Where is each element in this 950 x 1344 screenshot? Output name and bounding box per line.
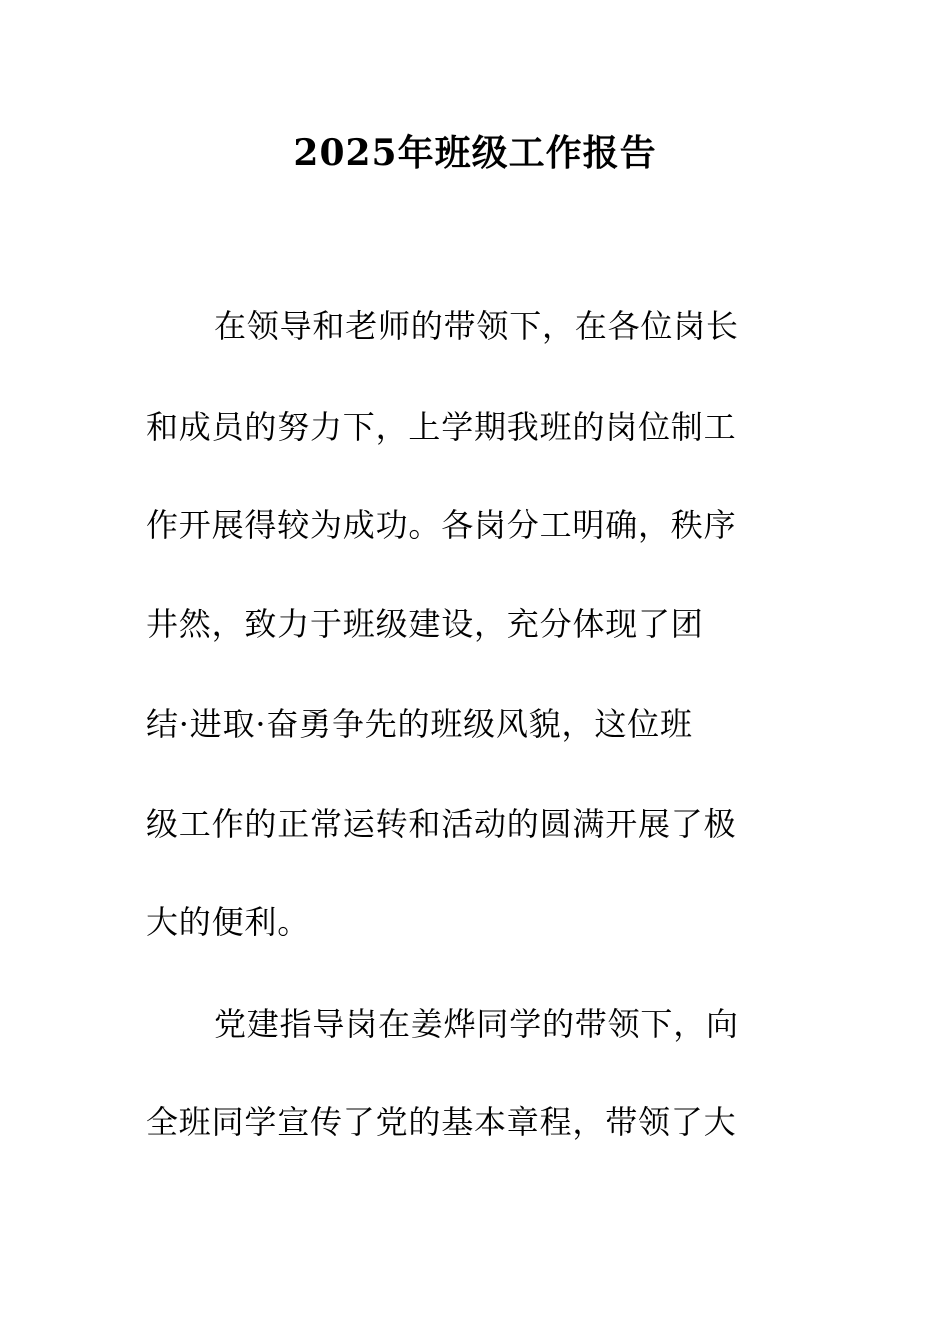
document-title: 2025年班级工作报告 xyxy=(293,132,657,174)
paragraph-2-line-2: 全班同学宣传了党的基本章程，带领了大 xyxy=(146,1103,737,1141)
paragraph-2-line-1: 党建指导岗在姜烨同学的带领下，向 xyxy=(214,1005,739,1043)
paragraph-1-line-2: 和成员的努力下，上学期我班的岗位制工 xyxy=(146,408,737,446)
paragraph-1-line-6: 级工作的正常运转和活动的圆满开展了极 xyxy=(146,805,737,843)
paragraph-1-line-1: 在领导和老师的带领下，在各位岗长 xyxy=(214,307,739,345)
paragraph-1-line-3: 作开展得较为成功。各岗分工明确，秩序 xyxy=(146,506,737,544)
paragraph-1-line-5: 结·进取·奋勇争先的班级风貌，这位班 xyxy=(146,705,693,743)
paragraph-1-line-4: 井然，致力于班级建设，充分体现了团 xyxy=(146,605,704,643)
paragraph-1-line-7: 大的便利。 xyxy=(146,903,311,941)
